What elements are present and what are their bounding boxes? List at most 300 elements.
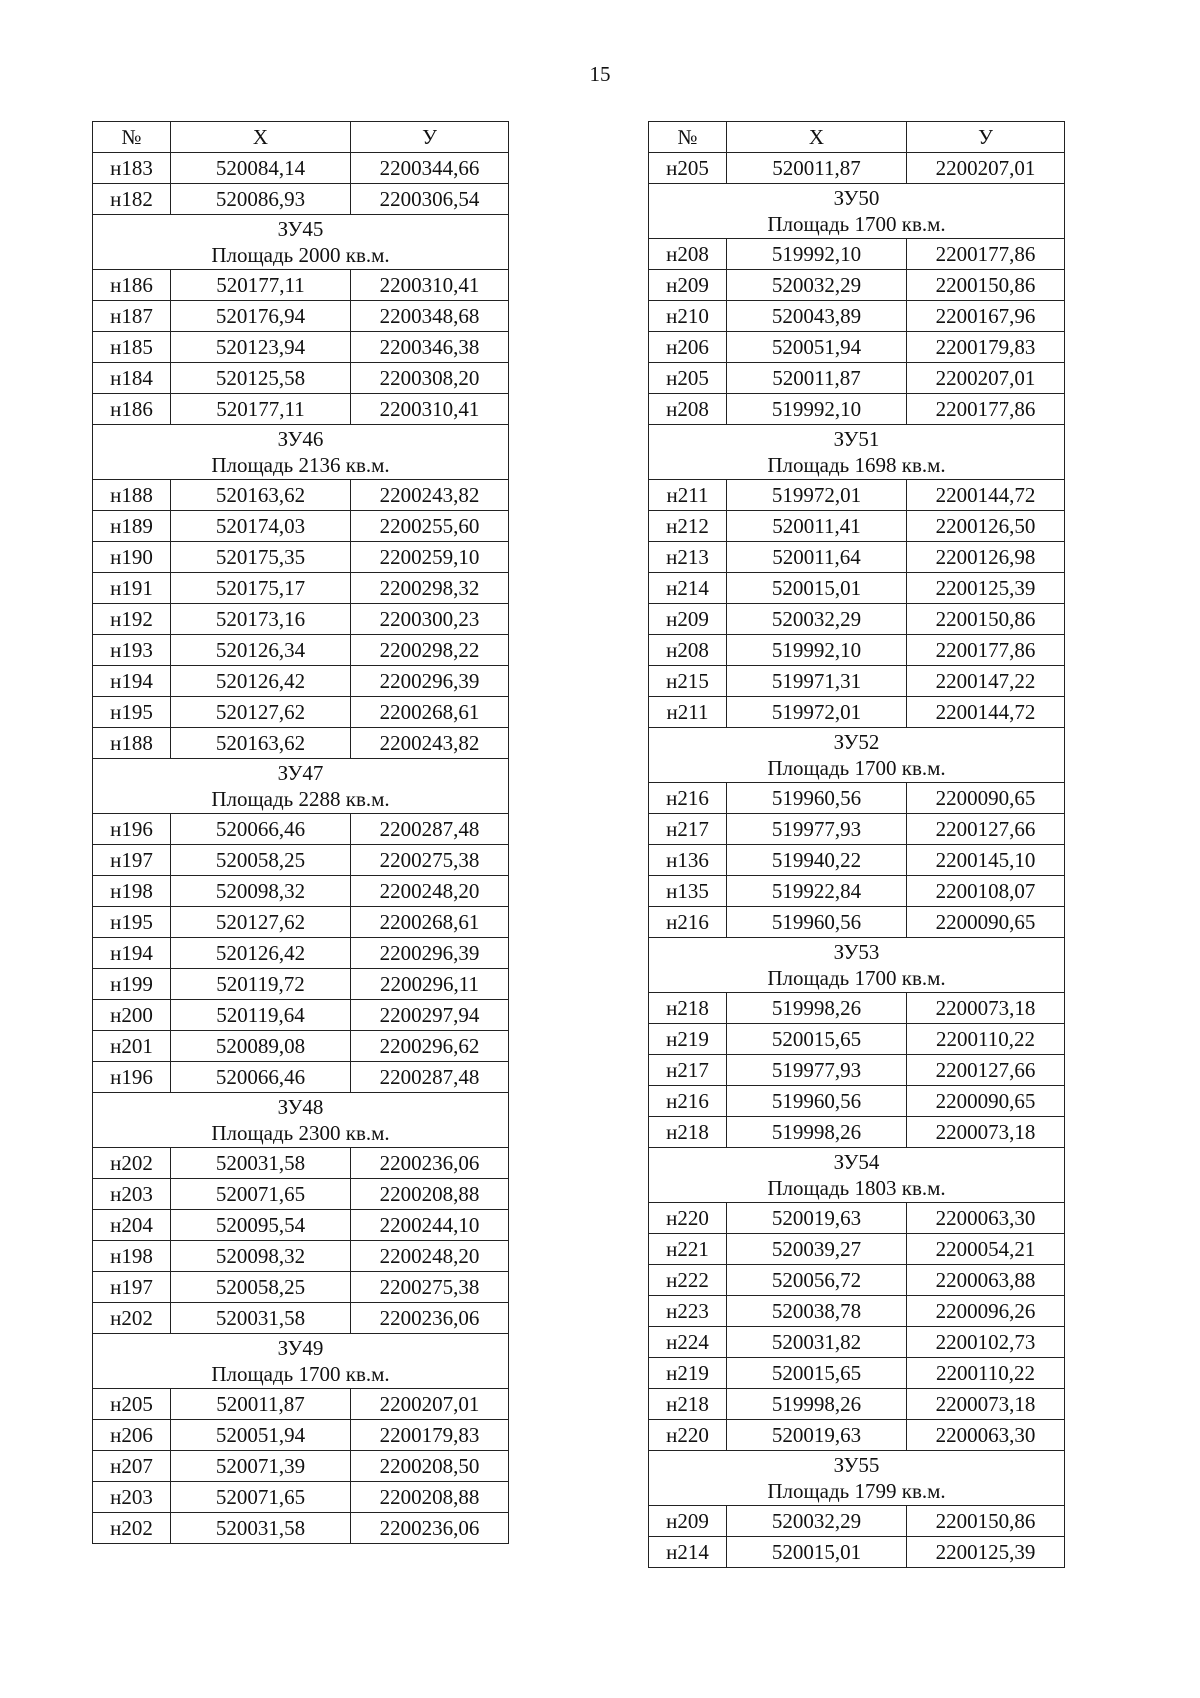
y-coordinate-cell: 2200073,18 [907,993,1065,1024]
y-coordinate-cell: 2200179,83 [907,332,1065,363]
point-number-cell: н220 [649,1420,727,1451]
parcel-area: Площадь 1700 кв.м. [767,212,946,236]
parcel-section-row [649,425,1065,480]
table-row [649,1537,1065,1568]
x-coordinate-cell: 520123,94 [171,332,351,363]
parcel-section-cell [93,1093,509,1148]
table-row [649,783,1065,814]
x-coordinate-cell: 520031,58 [171,1148,351,1179]
y-coordinate-cell: 2200090,65 [907,1086,1065,1117]
y-coordinate-cell: 2200344,66 [351,153,509,184]
table-row [93,1389,509,1420]
table-header-row [649,122,1065,153]
x-coordinate-cell: 520174,03 [171,511,351,542]
parcel-section-row [93,425,509,480]
y-coordinate-cell: 2200110,22 [907,1024,1065,1055]
point-number-cell: н188 [93,728,171,759]
y-coordinate-cell: 2200310,41 [351,394,509,425]
x-coordinate-cell: 520019,63 [727,1203,907,1234]
table-row [649,573,1065,604]
table-row [93,907,509,938]
x-coordinate-cell: 520084,14 [171,153,351,184]
table-row [649,394,1065,425]
y-coordinate-cell: 2200348,68 [351,301,509,332]
parcel-section-cell [649,728,1065,783]
y-coordinate-cell: 2200126,50 [907,511,1065,542]
table-row [93,394,509,425]
table-row [93,270,509,301]
y-coordinate-cell: 2200147,22 [907,666,1065,697]
table-row [93,184,509,215]
y-coordinate-cell: 2200177,86 [907,239,1065,270]
y-coordinate-cell: 2200150,86 [907,604,1065,635]
x-coordinate-cell: 520031,58 [171,1303,351,1334]
x-coordinate-cell: 520015,65 [727,1024,907,1055]
table-row [649,1203,1065,1234]
point-number-cell: н187 [93,301,171,332]
y-coordinate-cell: 2200125,39 [907,1537,1065,1568]
y-coordinate-cell: 2200310,41 [351,270,509,301]
x-coordinate-cell: 519977,93 [727,1055,907,1086]
parcel-section-cell [93,215,509,270]
point-number-cell: н201 [93,1031,171,1062]
x-coordinate-cell: 520011,41 [727,511,907,542]
point-number-cell: н211 [649,697,727,728]
parcel-section-row [93,1334,509,1389]
x-coordinate-cell: 519960,56 [727,783,907,814]
point-number-cell: н218 [649,1117,727,1148]
table-row [93,969,509,1000]
x-coordinate-cell: 519992,10 [727,239,907,270]
parcel-name: ЗУ47 [277,761,324,785]
y-coordinate-cell: 2200298,22 [351,635,509,666]
parcel-area: Площадь 2136 кв.м. [211,453,390,477]
point-number-cell: н183 [93,153,171,184]
table-row [649,993,1065,1024]
coordinates-table-right [648,121,1065,1568]
y-coordinate-cell: 2200208,88 [351,1179,509,1210]
point-number-cell: н207 [93,1451,171,1482]
point-number-cell: н205 [649,363,727,394]
x-coordinate-cell: 520015,65 [727,1358,907,1389]
point-number-cell: н196 [93,814,171,845]
y-coordinate-cell: 2200287,48 [351,1062,509,1093]
table-row [93,1179,509,1210]
y-coordinate-cell: 2200346,38 [351,332,509,363]
x-coordinate-cell: 520127,62 [171,697,351,728]
point-number-cell: н211 [649,480,727,511]
point-number-cell: н206 [649,332,727,363]
y-coordinate-cell: 2200308,20 [351,363,509,394]
x-coordinate-cell: 519972,01 [727,480,907,511]
x-coordinate-cell: 520177,11 [171,270,351,301]
table-row [93,876,509,907]
x-coordinate-cell: 520175,17 [171,573,351,604]
table-row [649,270,1065,301]
y-coordinate-cell: 2200306,54 [351,184,509,215]
y-coordinate-cell: 2200255,60 [351,511,509,542]
y-coordinate-cell: 2200063,88 [907,1265,1065,1296]
table-row [649,1296,1065,1327]
table-row [93,604,509,635]
x-coordinate-cell: 520175,35 [171,542,351,573]
point-number-cell: н217 [649,1055,727,1086]
table-row [93,1210,509,1241]
parcel-section-row [93,215,509,270]
point-number-cell: н135 [649,876,727,907]
y-coordinate-cell: 2200236,06 [351,1513,509,1544]
y-coordinate-cell: 2200145,10 [907,845,1065,876]
point-number-cell: н186 [93,394,171,425]
y-coordinate-cell: 2200300,23 [351,604,509,635]
table-row [649,480,1065,511]
x-coordinate-cell: 519972,01 [727,697,907,728]
y-coordinate-cell: 2200150,86 [907,270,1065,301]
x-coordinate-cell: 520039,27 [727,1234,907,1265]
table-row [649,666,1065,697]
point-number-cell: н203 [93,1482,171,1513]
table-row [93,573,509,604]
table-row [649,697,1065,728]
y-coordinate-cell: 2200110,22 [907,1358,1065,1389]
y-coordinate-cell: 2200102,73 [907,1327,1065,1358]
point-number-cell: н188 [93,480,171,511]
table-body-left [93,153,509,1544]
table-row [93,1482,509,1513]
point-number-cell: н193 [93,635,171,666]
table-row [649,1420,1065,1451]
parcel-name: ЗУ49 [277,1336,324,1360]
parcel-section-cell [93,1334,509,1389]
x-coordinate-cell: 520119,72 [171,969,351,1000]
table-row [93,635,509,666]
parcel-section-cell [649,425,1065,480]
parcel-section-row [649,938,1065,993]
x-coordinate-cell: 520098,32 [171,1241,351,1272]
point-number-cell: н212 [649,511,727,542]
parcel-section-cell [93,759,509,814]
y-coordinate-cell: 2200126,98 [907,542,1065,573]
point-number-cell: н219 [649,1358,727,1389]
table-row [649,1117,1065,1148]
y-coordinate-cell: 2200090,65 [907,907,1065,938]
point-number-cell: н221 [649,1234,727,1265]
x-coordinate-cell: 520058,25 [171,845,351,876]
y-coordinate-cell: 2200144,72 [907,697,1065,728]
parcel-area: Площадь 1700 кв.м. [767,756,946,780]
table-row [649,301,1065,332]
y-coordinate-cell: 2200248,20 [351,1241,509,1272]
parcel-area: Площадь 1803 кв.м. [767,1176,946,1200]
parcel-area: Площадь 2000 кв.м. [211,243,390,267]
y-coordinate-cell: 2200287,48 [351,814,509,845]
point-number-cell: н184 [93,363,171,394]
x-coordinate-cell: 520015,01 [727,573,907,604]
x-coordinate-cell: 519998,26 [727,1117,907,1148]
table-header-row [93,122,509,153]
y-coordinate-cell: 2200243,82 [351,480,509,511]
y-coordinate-cell: 2200167,96 [907,301,1065,332]
point-number-cell: н214 [649,1537,727,1568]
point-number-cell: н185 [93,332,171,363]
y-coordinate-cell: 2200208,50 [351,1451,509,1482]
x-coordinate-cell: 520031,58 [171,1513,351,1544]
table-row [649,1265,1065,1296]
point-number-cell: н194 [93,666,171,697]
parcel-area: Площадь 1698 кв.м. [767,453,946,477]
parcel-area: Площадь 2300 кв.м. [211,1121,390,1145]
y-coordinate-cell: 2200243,82 [351,728,509,759]
point-number-cell: н214 [649,573,727,604]
point-number-cell: н219 [649,1024,727,1055]
x-coordinate-cell: 520071,65 [171,1482,351,1513]
parcel-name: ЗУ50 [833,186,880,210]
point-number-cell: н222 [649,1265,727,1296]
y-coordinate-cell: 2200296,62 [351,1031,509,1062]
point-number-cell: н213 [649,542,727,573]
point-number-cell: н199 [93,969,171,1000]
point-number-cell: н209 [649,604,727,635]
x-coordinate-cell: 519960,56 [727,907,907,938]
header-number: № [649,122,727,153]
y-coordinate-cell: 2200177,86 [907,635,1065,666]
point-number-cell: н194 [93,938,171,969]
point-number-cell: н192 [93,604,171,635]
table-row [93,1513,509,1544]
parcel-name: ЗУ52 [833,730,880,754]
point-number-cell: н190 [93,542,171,573]
y-coordinate-cell: 2200207,01 [351,1389,509,1420]
y-coordinate-cell: 2200179,83 [351,1420,509,1451]
y-coordinate-cell: 2200144,72 [907,480,1065,511]
point-number-cell: н195 [93,907,171,938]
parcel-section-row [649,1148,1065,1203]
table-row [93,697,509,728]
table-row [93,1000,509,1031]
parcel-section-row [93,759,509,814]
table-row [93,1451,509,1482]
point-number-cell: н223 [649,1296,727,1327]
x-coordinate-cell: 520011,87 [727,153,907,184]
y-coordinate-cell: 2200054,21 [907,1234,1065,1265]
y-coordinate-cell: 2200073,18 [907,1117,1065,1148]
table-row [93,1420,509,1451]
y-coordinate-cell: 2200296,11 [351,969,509,1000]
table-row [649,542,1065,573]
y-coordinate-cell: 2200127,66 [907,1055,1065,1086]
x-coordinate-cell: 520031,82 [727,1327,907,1358]
table-row [93,1303,509,1334]
y-coordinate-cell: 2200298,32 [351,573,509,604]
x-coordinate-cell: 520056,72 [727,1265,907,1296]
parcel-section-cell [649,1148,1065,1203]
x-coordinate-cell: 520086,93 [171,184,351,215]
table-row [649,363,1065,394]
header-x: Х [727,122,907,153]
x-coordinate-cell: 520071,65 [171,1179,351,1210]
header-x: Х [171,122,351,153]
y-coordinate-cell: 2200108,07 [907,876,1065,907]
point-number-cell: н209 [649,1506,727,1537]
parcel-name: ЗУ55 [833,1453,880,1477]
y-coordinate-cell: 2200073,18 [907,1389,1065,1420]
parcel-name: ЗУ51 [833,427,880,451]
point-number-cell: н218 [649,1389,727,1420]
x-coordinate-cell: 520126,42 [171,938,351,969]
y-coordinate-cell: 2200297,94 [351,1000,509,1031]
table-row [649,1327,1065,1358]
x-coordinate-cell: 520011,64 [727,542,907,573]
table-row [649,635,1065,666]
table-row [649,907,1065,938]
parcel-area: Площадь 1799 кв.м. [767,1479,946,1503]
parcel-name: ЗУ53 [833,940,880,964]
x-coordinate-cell: 520011,87 [727,363,907,394]
x-coordinate-cell: 520032,29 [727,1506,907,1537]
table-row [649,876,1065,907]
x-coordinate-cell: 520071,39 [171,1451,351,1482]
table-row [93,1148,509,1179]
y-coordinate-cell: 2200236,06 [351,1148,509,1179]
table-row [93,363,509,394]
table-row [93,301,509,332]
point-number-cell: н205 [93,1389,171,1420]
point-number-cell: н215 [649,666,727,697]
point-number-cell: н198 [93,876,171,907]
page-number: 15 [589,62,611,86]
x-coordinate-cell: 520163,62 [171,728,351,759]
point-number-cell: н204 [93,1210,171,1241]
point-number-cell: н197 [93,1272,171,1303]
y-coordinate-cell: 2200208,88 [351,1482,509,1513]
parcel-name: ЗУ54 [833,1150,880,1174]
table-row [649,1506,1065,1537]
parcel-name: ЗУ46 [277,427,324,451]
header-y: У [351,122,509,153]
point-number-cell: н202 [93,1303,171,1334]
point-number-cell: н218 [649,993,727,1024]
point-number-cell: н182 [93,184,171,215]
y-coordinate-cell: 2200236,06 [351,1303,509,1334]
y-coordinate-cell: 2200127,66 [907,814,1065,845]
x-coordinate-cell: 520011,87 [171,1389,351,1420]
point-number-cell: н216 [649,783,727,814]
coordinates-table-left [92,121,509,1544]
table-body-right [649,153,1065,1568]
point-number-cell: н208 [649,635,727,666]
table-row [93,542,509,573]
table-row [649,1024,1065,1055]
x-coordinate-cell: 519998,26 [727,993,907,1024]
y-coordinate-cell: 2200150,86 [907,1506,1065,1537]
parcel-section-row [649,184,1065,239]
table-row [649,1389,1065,1420]
point-number-cell: н217 [649,814,727,845]
y-coordinate-cell: 2200268,61 [351,907,509,938]
x-coordinate-cell: 520163,62 [171,480,351,511]
y-coordinate-cell: 2200296,39 [351,938,509,969]
point-number-cell: н186 [93,270,171,301]
table-row [93,153,509,184]
y-coordinate-cell: 2200259,10 [351,542,509,573]
point-number-cell: н196 [93,1062,171,1093]
x-coordinate-cell: 519998,26 [727,1389,907,1420]
header-y: У [907,122,1065,153]
y-coordinate-cell: 2200096,26 [907,1296,1065,1327]
parcel-section-cell [649,184,1065,239]
x-coordinate-cell: 520127,62 [171,907,351,938]
x-coordinate-cell: 520095,54 [171,1210,351,1241]
y-coordinate-cell: 2200268,61 [351,697,509,728]
y-coordinate-cell: 2200063,30 [907,1203,1065,1234]
x-coordinate-cell: 520176,94 [171,301,351,332]
x-coordinate-cell: 520098,32 [171,876,351,907]
x-coordinate-cell: 520126,34 [171,635,351,666]
x-coordinate-cell: 519922,84 [727,876,907,907]
point-number-cell: н191 [93,573,171,604]
y-coordinate-cell: 2200207,01 [907,153,1065,184]
point-number-cell: н206 [93,1420,171,1451]
table-row [93,938,509,969]
y-coordinate-cell: 2200244,10 [351,1210,509,1241]
table-row [93,332,509,363]
y-coordinate-cell: 2200063,30 [907,1420,1065,1451]
point-number-cell: н202 [93,1513,171,1544]
table-row [93,1031,509,1062]
point-number-cell: н200 [93,1000,171,1031]
table-row [649,332,1065,363]
point-number-cell: н203 [93,1179,171,1210]
parcel-section-row [93,1093,509,1148]
table-row [93,1241,509,1272]
x-coordinate-cell: 520032,29 [727,604,907,635]
x-coordinate-cell: 520119,64 [171,1000,351,1031]
parcel-section-cell [649,1451,1065,1506]
table-row [649,1086,1065,1117]
table-row [649,511,1065,542]
table-row [93,845,509,876]
point-number-cell: н136 [649,845,727,876]
x-coordinate-cell: 519971,31 [727,666,907,697]
point-number-cell: н209 [649,270,727,301]
table-row [649,814,1065,845]
x-coordinate-cell: 520019,63 [727,1420,907,1451]
x-coordinate-cell: 519992,10 [727,394,907,425]
x-coordinate-cell: 520043,89 [727,301,907,332]
point-number-cell: н216 [649,907,727,938]
x-coordinate-cell: 519992,10 [727,635,907,666]
x-coordinate-cell: 520177,11 [171,394,351,425]
y-coordinate-cell: 2200296,39 [351,666,509,697]
parcel-area: Площадь 2288 кв.м. [211,787,390,811]
y-coordinate-cell: 2200275,38 [351,845,509,876]
table-row [93,480,509,511]
point-number-cell: н216 [649,1086,727,1117]
y-coordinate-cell: 2200177,86 [907,394,1065,425]
point-number-cell: н210 [649,301,727,332]
parcel-name: ЗУ48 [277,1095,324,1119]
table-row [649,1234,1065,1265]
parcel-area: Площадь 1700 кв.м. [767,966,946,990]
table-row [93,1272,509,1303]
y-coordinate-cell: 2200090,65 [907,783,1065,814]
x-coordinate-cell: 520066,46 [171,1062,351,1093]
point-number-cell: н208 [649,394,727,425]
parcel-area: Площадь 1700 кв.м. [211,1362,390,1386]
y-coordinate-cell: 2200125,39 [907,573,1065,604]
table-row [93,666,509,697]
parcel-section-cell [649,938,1065,993]
